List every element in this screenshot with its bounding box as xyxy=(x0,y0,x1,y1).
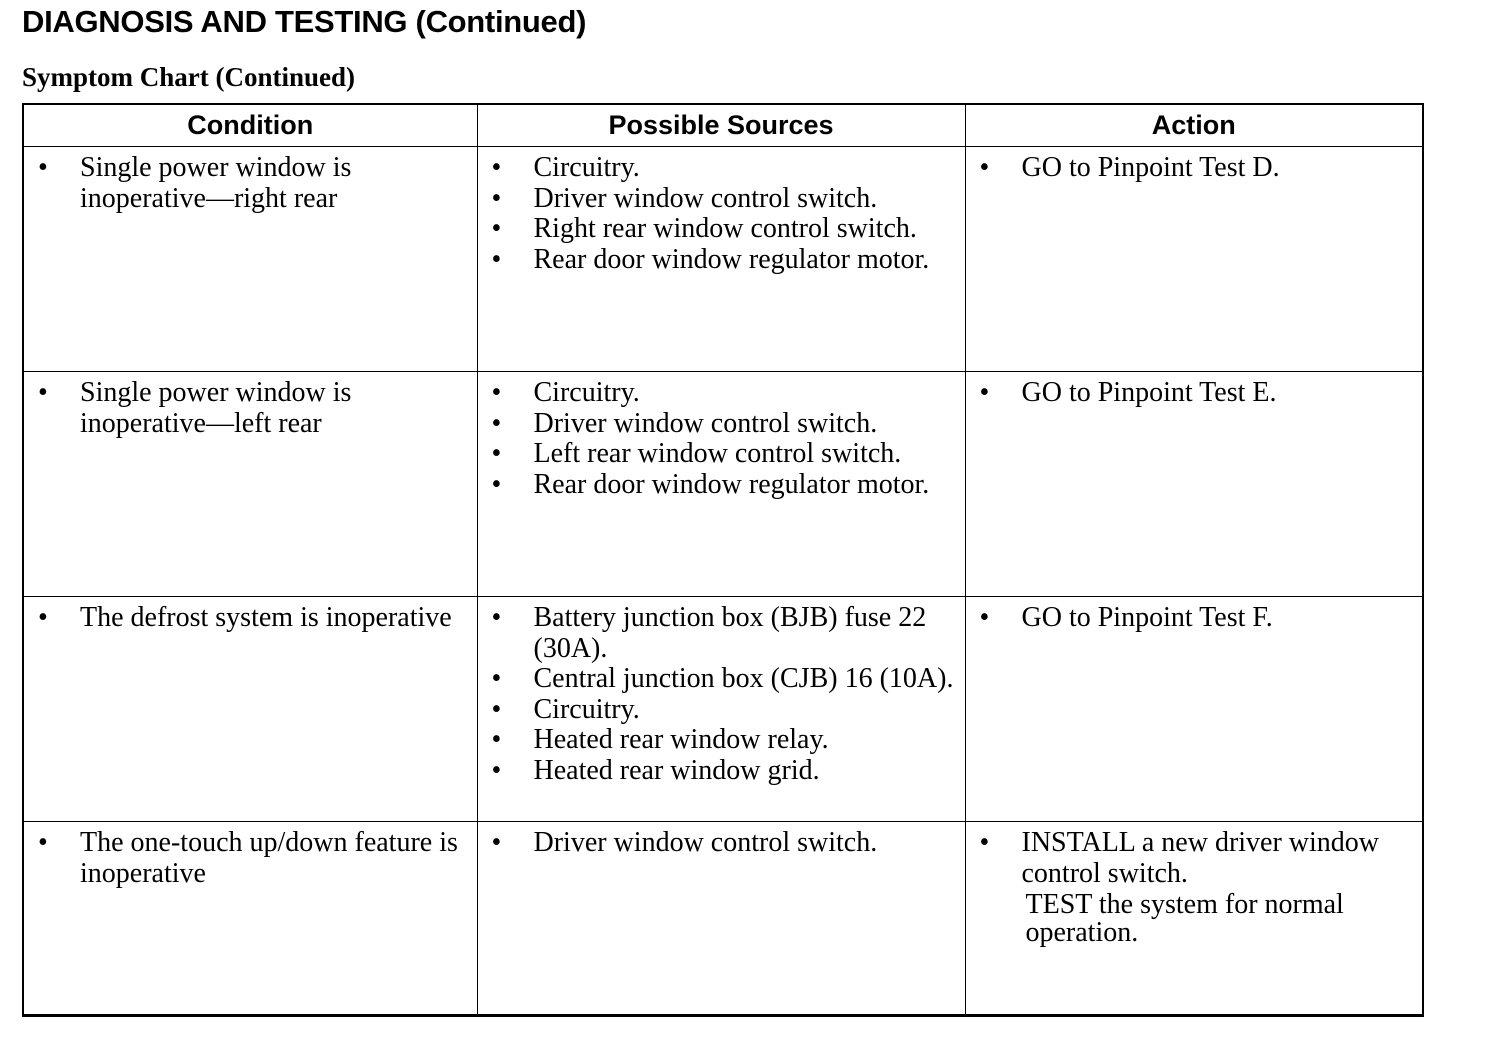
list-item: • The defrost system is inoperative xyxy=(24,603,477,634)
list-item: • GO to Pinpoint Test D. xyxy=(966,153,1423,184)
list-item: • Heated rear window grid. xyxy=(478,756,965,787)
table-row xyxy=(23,822,1423,1016)
list-item: • Circuitry. xyxy=(478,378,965,409)
list-item: • INSTALL a new driver window control switch. xyxy=(966,828,1423,889)
action-note: TEST the system for normal operation. xyxy=(1025,889,1344,948)
action-cell xyxy=(965,597,1423,822)
list-item: • Right rear window control switch. xyxy=(478,214,965,245)
list-item: • Single power window is inoperative—right rear xyxy=(24,153,477,214)
condition-cell xyxy=(23,147,477,372)
list-item: • Rear door window regulator motor. xyxy=(478,245,965,276)
action-cell xyxy=(965,147,1423,372)
column-header-condition: Condition xyxy=(23,104,477,147)
list-item: • Circuitry. xyxy=(478,695,965,726)
list-item: • The one-touch up/down feature is inoperative xyxy=(24,828,477,889)
page-title: DIAGNOSIS AND TESTING (Continued) xyxy=(22,4,587,39)
sources-cell xyxy=(477,147,965,372)
sources-cell xyxy=(477,822,965,1016)
list-item: • Left rear window control switch. xyxy=(478,439,965,470)
list-item: • Driver window control switch. xyxy=(478,409,965,440)
list-item: • Driver window control switch. xyxy=(478,184,965,215)
sources-cell xyxy=(477,372,965,597)
list-item: • Central junction box (CJB) 16 (10A). xyxy=(478,664,965,695)
list-item: • Single power window is inoperative—left rear xyxy=(24,378,477,439)
list-item: • Heated rear window relay. xyxy=(478,725,965,756)
condition-cell xyxy=(23,597,477,822)
table-row xyxy=(23,147,1423,372)
column-header-action: Action xyxy=(965,104,1423,147)
table-row xyxy=(23,372,1423,597)
list-item: • Rear door window regulator motor. xyxy=(478,470,965,501)
column-header-possible-sources: Possible Sources xyxy=(477,104,965,147)
action-cell xyxy=(965,822,1423,1016)
section-title: Symptom Chart (Continued) xyxy=(22,62,356,92)
table-header-row xyxy=(23,104,1423,147)
list-item: • Battery junction box (BJB) fuse 22 (30A). xyxy=(478,603,965,664)
action-cell xyxy=(965,372,1423,597)
list-item: • GO to Pinpoint Test E. xyxy=(966,378,1423,409)
sources-cell xyxy=(477,597,965,822)
condition-cell xyxy=(23,822,477,1016)
condition-cell xyxy=(23,372,477,597)
symptom-chart-table xyxy=(22,103,1424,1017)
list-item: • Circuitry. xyxy=(478,153,965,184)
list-item: • Driver window control switch. xyxy=(478,828,965,859)
table-row xyxy=(23,597,1423,822)
list-item: • GO to Pinpoint Test F. xyxy=(966,603,1423,634)
